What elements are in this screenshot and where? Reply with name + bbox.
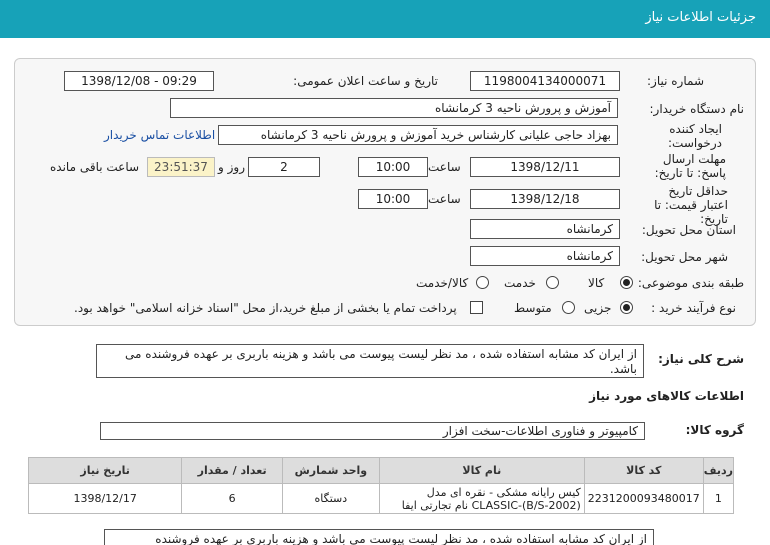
creator-field: بهزاد حاجی علیانی کارشناس خرید آموزش و پرورش ناحیه 3 کرمانشاه [218,125,618,145]
announce-label: تاریخ و ساعت اعلان عمومی: [293,74,438,88]
goods-section-title: اطلاعات کالاهای مورد نیاز [589,389,744,403]
process-option-medium: متوسط [514,301,552,315]
description-label: شرح کلی نیاز: [658,352,744,366]
need-number-label: شماره نیاز: [647,74,704,88]
category-option-goods: کالا [588,276,605,290]
price-validity-label: حداقل تاریخ اعتبار قیمت: تا تاریخ: [654,184,728,226]
treasury-payment-note: پرداخت تمام یا بخشی از مبلغ خرید،از محل "اسناد خزانه اسلامی" خواهد بود. [74,301,457,315]
col-header-row: ردیف [703,458,733,484]
buyer-contact-link[interactable]: اطلاعات تماس خریدار [104,128,216,142]
city-field: کرمانشاه [470,246,620,266]
cell-row-number: 1 [703,484,733,514]
buyer-field: آموزش و پرورش ناحیه 3 کرمانشاه [170,98,618,118]
reply-time-field: 10:00 [358,157,428,177]
col-header-unit: واحد شمارش [282,458,379,484]
goods-table [28,457,734,514]
category-radio-goods-service[interactable] [476,276,489,289]
description-text: از ایران کد مشابه استفاده شده ، مد نظر لیست پیوست می باشد و هزینه باربری بر عهده فروشنده می باشد. [96,344,644,378]
cell-goods-name: کیس رایانه مشکی - نقره ای مدل CLASSIC-(B/S-2002) نام تجارتی ایفا [379,484,584,514]
province-label: استان محل تحویل: [641,223,736,237]
announce-field: 1398/12/08 - 09:29 [64,71,214,91]
cell-goods-code: 2231200093480017 [584,484,703,514]
category-option-service: خدمت [504,276,536,290]
goods-group-field: کامپیوتر و فناوری اطلاعات-سخت افزار [100,422,645,440]
city-label: شهر محل تحویل: [641,250,728,264]
category-radio-service[interactable] [546,276,559,289]
treasury-payment-checkbox[interactable] [470,301,483,314]
cell-need-date: 1398/12/17 [29,484,182,514]
remaining-time-label: ساعت باقی مانده [50,160,140,174]
creator-label: ایجاد کننده درخواست: [668,122,722,150]
category-label: طبقه بندی موضوعی: [637,276,744,290]
cell-quantity: 6 [182,484,283,514]
price-time-field: 10:00 [358,189,428,209]
category-option-goods-service: کالا/خدمت [416,276,469,290]
reply-deadline-label: مهلت ارسال پاسخ: تا تاریخ: [654,152,726,180]
page-title: جزئیات اطلاعات نیاز [645,10,756,25]
reply-time-label: ساعت [428,160,461,174]
col-header-name: نام کالا [379,458,584,484]
goods-group-label: گروه کالا: [685,423,744,437]
bottom-description-note: از ایران کد مشابه استفاده شده ، مد نظر لیست پیوست می باشد و هزینه باربری بر عهده فروشنده [104,529,654,545]
remaining-time-field: 23:51:37 [147,157,215,177]
price-date-field: 1398/12/18 [470,189,620,209]
page-header [0,0,770,38]
days-label: روز و [218,160,245,174]
category-radio-goods[interactable] [620,276,633,289]
process-radio-medium[interactable] [562,301,575,314]
days-field: 2 [248,157,320,177]
process-radio-minor[interactable] [620,301,633,314]
col-header-quantity: تعداد / مقدار [182,458,283,484]
cell-unit: دستگاه [282,484,379,514]
process-label: نوع فرآیند خرید : [651,301,736,315]
table-row [29,484,734,514]
need-number-field: 1198004134000071 [470,71,620,91]
process-option-minor: جزیی [584,301,612,315]
buyer-label: نام دستگاه خریدار: [649,102,744,116]
price-time-label: ساعت [428,192,461,206]
col-header-date: تاریخ نیاز [29,458,182,484]
reply-date-field: 1398/12/11 [470,157,620,177]
province-field: کرمانشاه [470,219,620,239]
col-header-code: کد کالا [584,458,703,484]
